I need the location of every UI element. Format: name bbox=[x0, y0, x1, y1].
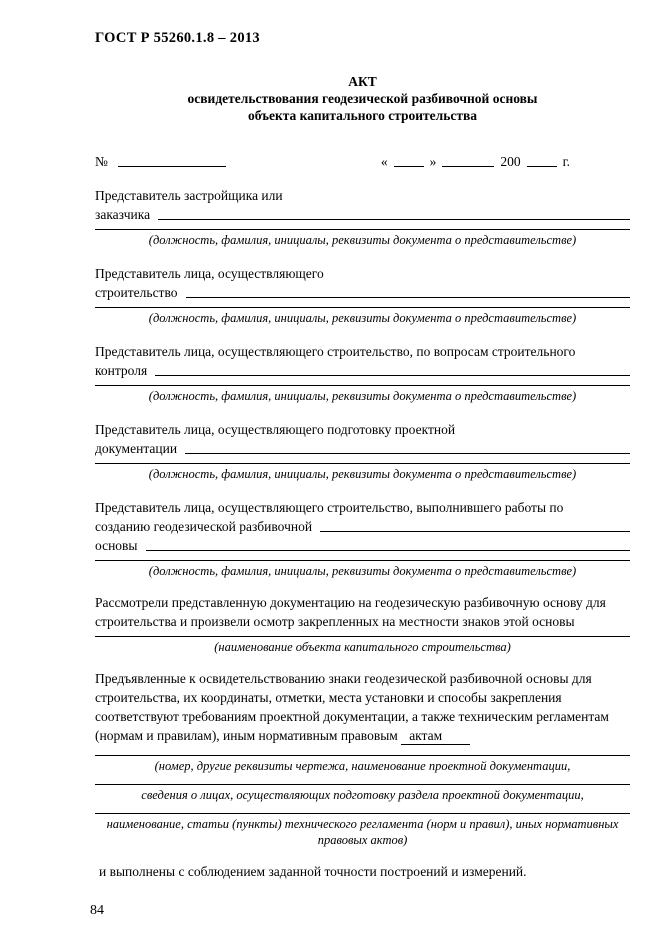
reference-line-block bbox=[95, 784, 630, 803]
label-text: Представитель лица, осуществляющего подготовку проектной bbox=[95, 422, 456, 437]
label-line bbox=[95, 420, 630, 439]
label-line-with-fill bbox=[95, 517, 630, 536]
object-name-caption: (наименование объекта капитального строительства) bbox=[214, 640, 511, 654]
number-date-row bbox=[95, 150, 630, 170]
label-line-with-fill bbox=[95, 283, 630, 302]
label-text: документации bbox=[95, 441, 178, 456]
representative-section-geodetic-works bbox=[95, 498, 630, 579]
label-line bbox=[95, 342, 630, 361]
caption-text: (должность, фамилия, инициалы, реквизиты документа о представительстве) bbox=[148, 389, 577, 403]
fill-line[interactable] bbox=[155, 375, 630, 376]
caption-text: (должность, фамилия, инициалы, реквизиты документа о представительстве) bbox=[148, 564, 577, 578]
label-text: Представитель застройщика или bbox=[95, 188, 283, 203]
fill-line[interactable] bbox=[158, 219, 630, 220]
year-suffix: г. bbox=[562, 154, 570, 169]
fill-line[interactable] bbox=[186, 297, 631, 298]
label-text: созданию геодезической разбивочной bbox=[95, 519, 313, 534]
label-text: строительство bbox=[95, 285, 178, 300]
review-paragraph: Рассмотрели представленную документацию на геодезическую разбивочную основу для строительства и произвели осмотр закрепленных на местности знаков этой основы bbox=[95, 595, 606, 629]
number-label: № bbox=[95, 154, 108, 169]
representative-section-construction-control bbox=[95, 342, 630, 404]
title-line-act: АКТ bbox=[348, 74, 377, 89]
label-text: Представитель лица, осуществляющего строительство, по вопросам строительного bbox=[95, 344, 576, 359]
caption-text: (должность, фамилия, инициалы, реквизиты документа о представительстве) bbox=[148, 233, 577, 247]
fill-line[interactable] bbox=[185, 453, 630, 454]
page-number: 84 bbox=[90, 903, 104, 918]
conformity-text: Предъявленные к освидетельствованию знаки геодезической разбивочной основы для строительства, их координаты, отметки, места установки и способы закрепления соответствуют требованиям проектной документации, а также техническим регламентам (нормам и правилам), иным нормативным правовым bbox=[95, 671, 609, 743]
label-line-with-fill bbox=[95, 205, 630, 224]
month-fill-line[interactable] bbox=[442, 166, 494, 167]
label-text: контроля bbox=[95, 363, 148, 378]
label-line bbox=[95, 498, 630, 517]
gost-header: ГОСТ Р 55260.1.8 – 2013 bbox=[95, 30, 260, 46]
fill-line[interactable] bbox=[320, 531, 630, 532]
conformity-paragraph bbox=[95, 669, 630, 745]
reference-caption: наименование, статьи (пункты) технического регламента (норм и правил), иных нормативных правовых актов) bbox=[106, 817, 619, 847]
year-prefix: 200 bbox=[500, 154, 521, 169]
act-number-group bbox=[95, 154, 226, 170]
date-group bbox=[381, 154, 570, 170]
label-line-with-fill bbox=[95, 361, 630, 380]
reference-line-block bbox=[95, 813, 630, 848]
label-line bbox=[95, 186, 630, 205]
object-name-caption-block bbox=[95, 636, 630, 655]
label-text: Представитель лица, осуществляющего строительство, выполнившего работы по bbox=[95, 500, 564, 515]
act-number-fill-line[interactable] bbox=[118, 166, 226, 167]
reference-caption: (номер, другие реквизиты чертежа, наименование проектной документации, bbox=[154, 759, 571, 773]
label-line-with-fill bbox=[95, 439, 630, 458]
caption-block bbox=[95, 229, 630, 248]
quote-open: « bbox=[380, 154, 388, 169]
quote-close: » bbox=[429, 154, 437, 169]
representative-section-developer bbox=[95, 186, 630, 248]
caption-block bbox=[95, 307, 630, 326]
day-fill-line[interactable] bbox=[394, 166, 424, 167]
title-line-object: объекта капитального строительства bbox=[247, 108, 478, 123]
label-line-with-fill bbox=[95, 536, 630, 555]
filled-word-on-line[interactable]: актам bbox=[401, 728, 470, 745]
caption-block bbox=[95, 385, 630, 404]
representative-section-design-documentation bbox=[95, 420, 630, 482]
title-line-subject: освидетельствования геодезической разбивочной основы bbox=[187, 91, 538, 106]
year-fill-line[interactable] bbox=[527, 166, 557, 167]
caption-block bbox=[95, 560, 630, 579]
label-text: заказчика bbox=[95, 207, 151, 222]
caption-block bbox=[95, 463, 630, 482]
label-text: Представитель лица, осуществляющего bbox=[95, 266, 324, 281]
document-title bbox=[95, 73, 630, 124]
label-line bbox=[95, 264, 630, 283]
representative-section-builder bbox=[95, 264, 630, 326]
reference-line-block bbox=[95, 755, 630, 774]
caption-text: (должность, фамилия, инициалы, реквизиты документа о представительстве) bbox=[148, 311, 577, 325]
caption-text: (должность, фамилия, инициалы, реквизиты документа о представительстве) bbox=[148, 467, 577, 481]
reference-caption: сведения о лицах, осуществляющих подготовку раздела проектной документации, bbox=[141, 788, 584, 802]
fill-line[interactable] bbox=[146, 550, 631, 551]
closing-statement: и выполнены с соблюдением заданной точности построений и измерений. bbox=[99, 864, 527, 879]
label-text: основы bbox=[95, 538, 138, 553]
